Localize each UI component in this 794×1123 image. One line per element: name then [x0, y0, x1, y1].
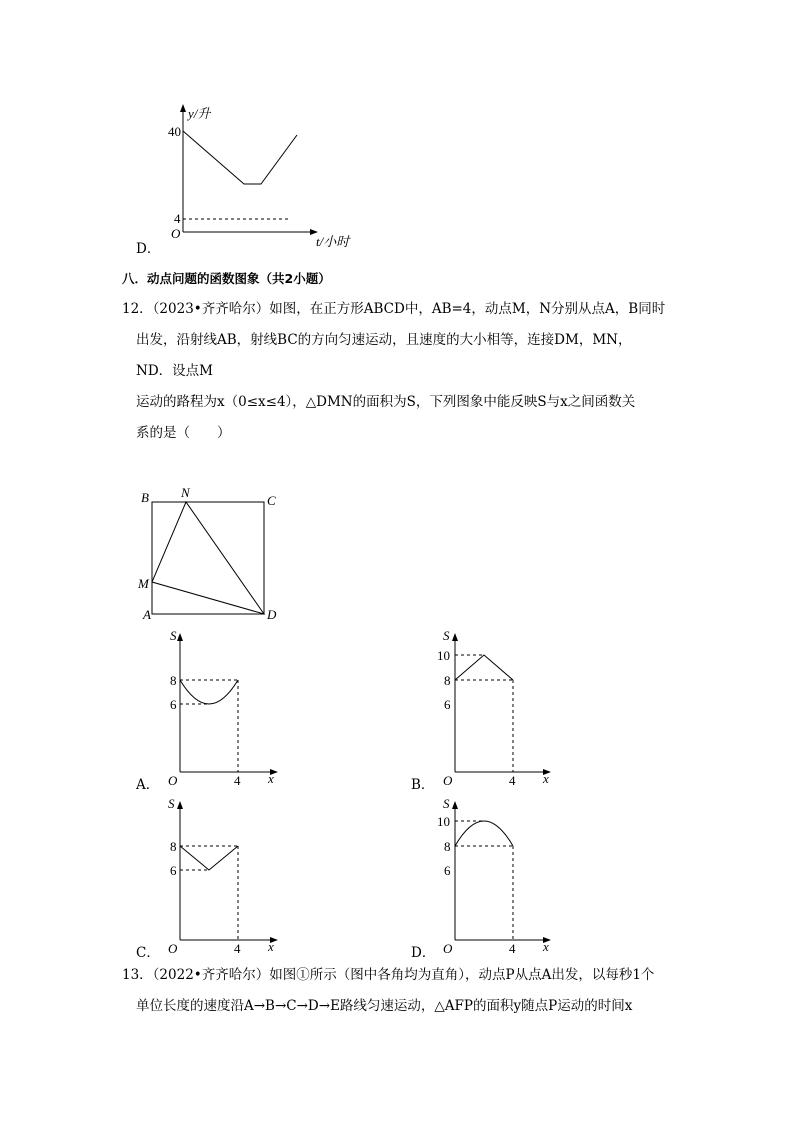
option-c-label[interactable]: C．: [136, 945, 160, 961]
tick-8: 8: [170, 839, 177, 854]
y-label: S: [443, 796, 450, 811]
option-a-label[interactable]: A．: [136, 777, 160, 793]
option-d-label[interactable]: D．: [411, 945, 436, 961]
origin: O: [168, 941, 178, 956]
tick-6: 6: [444, 863, 451, 878]
y-label: S: [170, 628, 177, 643]
xtick-4: 4: [509, 941, 516, 956]
tick-8: 8: [170, 673, 177, 688]
prev-option-label: D．: [136, 241, 161, 257]
tick-8: 8: [444, 673, 451, 688]
tick-6: 6: [444, 697, 451, 712]
tick-10: 10: [437, 814, 450, 829]
curve: [455, 821, 513, 846]
q12-line3: ND．设点M: [136, 363, 213, 379]
xtick-4: 4: [509, 773, 516, 788]
tick-4: 4: [174, 211, 181, 226]
origin: O: [168, 773, 178, 788]
tick-8: 8: [444, 839, 451, 854]
origin-label: O: [171, 226, 181, 241]
x-label: x: [268, 939, 274, 954]
x-axis-label: t/小时: [316, 234, 350, 249]
y-axis-label: y/升: [188, 106, 211, 121]
y-label: S: [168, 796, 175, 811]
label-n: N: [181, 485, 190, 500]
q12-line4: 运动的路程为x（0≤x≤4），△DMN的面积为S，下列图象中能反映S与x之间函数关: [136, 394, 636, 410]
q12-line2: 出发，沿射线AB，射线BC的方向匀速运动，且速度的大小相等，连接DM，MN，: [136, 332, 632, 348]
label-b: B: [141, 490, 149, 505]
xtick-4: 4: [234, 941, 241, 956]
q13-line1: 13．（2022•齐齐哈尔）如图①所示（图中各角均为直角），动点P从点A出发，以每秒1个: [122, 967, 655, 983]
label-c: C: [267, 493, 276, 508]
q12-line5: 系的是（ ）: [136, 425, 231, 441]
x-label: x: [543, 771, 549, 786]
section-heading: 八．动点问题的函数图象（共2小题）: [122, 271, 331, 286]
q13-line2: 单位长度的速度沿A→B→C→D→E路线匀速运动，△AFP的面积y随点P运动的时间x: [136, 998, 633, 1014]
label-m: M: [138, 576, 149, 591]
option-b-label[interactable]: B．: [411, 777, 435, 793]
tick-6: 6: [170, 697, 177, 712]
label-a: A: [143, 607, 151, 622]
tick-40: 40: [168, 124, 181, 139]
xtick-4: 4: [234, 773, 241, 788]
origin: O: [443, 773, 453, 788]
q12-line1: 12．（2023•齐齐哈尔）如图，在正方形ABCD中，AB=4，动点M，N分别从点A，B同时: [122, 301, 666, 317]
tick-6: 6: [170, 863, 177, 878]
x-label: x: [543, 939, 549, 954]
x-label: x: [268, 771, 274, 786]
tick-10: 10: [437, 648, 450, 663]
y-label: S: [443, 628, 450, 643]
y-axis-arrow: [452, 801, 458, 809]
label-d: D: [267, 607, 277, 622]
origin: O: [443, 941, 453, 956]
